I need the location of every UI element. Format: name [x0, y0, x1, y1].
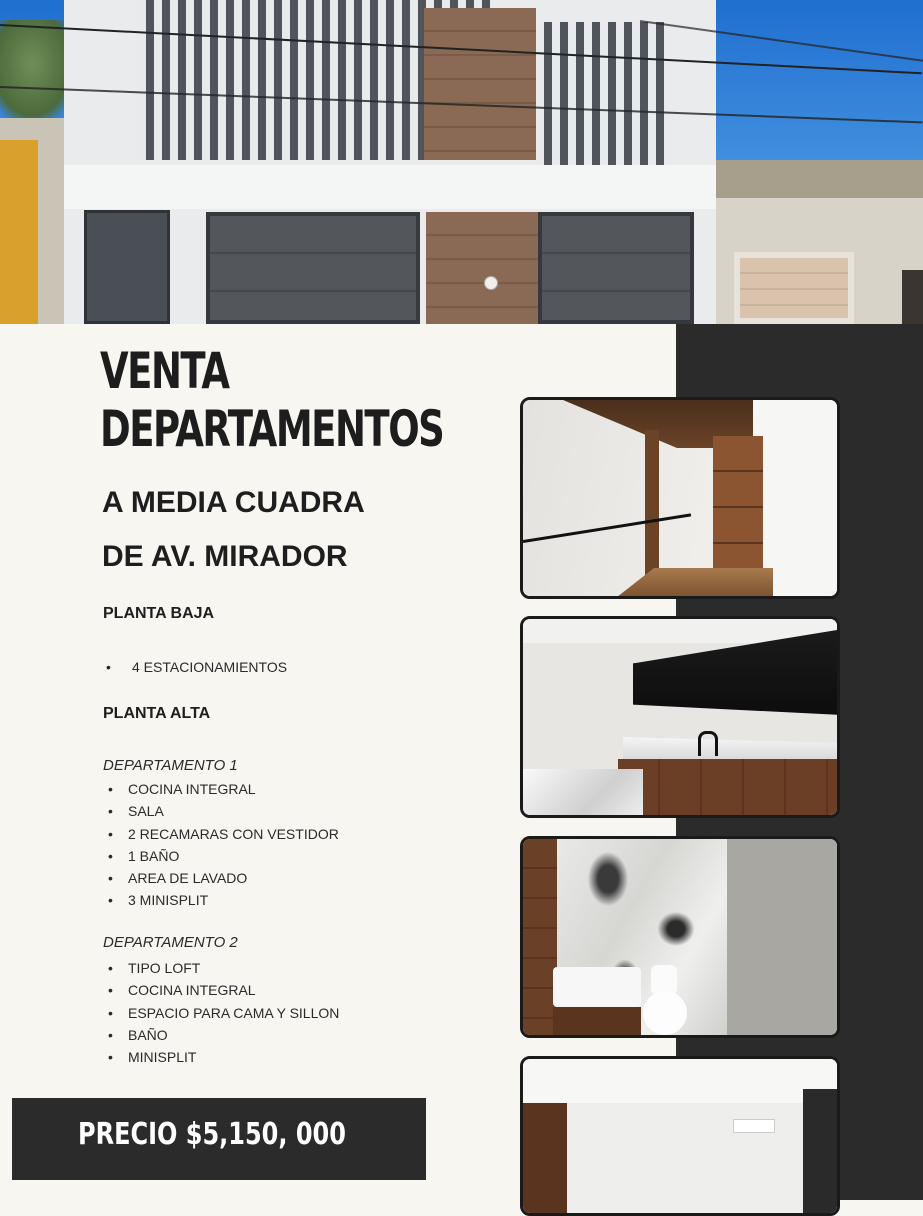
list-item: • 4 ESTACIONAMIENTOS — [102, 656, 287, 678]
list-item: • COCINA INTEGRAL — [104, 778, 339, 800]
building-facade-photo — [0, 0, 923, 324]
department-2-list — [104, 957, 339, 1068]
department-1-list — [104, 778, 339, 912]
title-line-2: DEPARTAMENTOS — [100, 400, 444, 458]
list-item: • 1 BAÑO — [104, 845, 339, 867]
department-2-heading: DEPARTAMENTO 2 — [103, 934, 238, 951]
subtitle — [102, 476, 365, 584]
list-item: • TIPO LOFT — [104, 957, 339, 979]
list-item: • AREA DE LAVADO — [104, 867, 339, 889]
room-with-minisplit-photo — [520, 1056, 840, 1216]
price-banner — [12, 1098, 426, 1180]
price-label: PRECIO $5,150, 000 — [78, 1117, 346, 1152]
department-1-heading: DEPARTAMENTO 1 — [103, 757, 238, 774]
subtitle-line-2: DE AV. MIRADOR — [102, 540, 348, 573]
title-line-1: VENTA — [100, 342, 229, 400]
closet-walk-in-photo — [520, 397, 840, 599]
ground-floor-list — [102, 656, 287, 678]
list-item: • MINISPLIT — [104, 1046, 339, 1068]
kitchen-photo — [520, 616, 840, 818]
list-item: • 3 MINISPLIT — [104, 889, 339, 911]
bathroom-photo — [520, 836, 840, 1038]
list-item: • COCINA INTEGRAL — [104, 979, 339, 1001]
list-item: • SALA — [104, 800, 339, 822]
upper-floor-heading: PLANTA ALTA — [103, 705, 211, 722]
page-title — [100, 342, 443, 458]
ground-floor-heading: PLANTA BAJA — [103, 605, 215, 622]
list-item: • 2 RECAMARAS CON VESTIDOR — [104, 823, 339, 845]
list-item: • ESPACIO PARA CAMA Y SILLON — [104, 1002, 339, 1024]
subtitle-line-1: A MEDIA CUADRA — [102, 486, 365, 519]
list-item: • BAÑO — [104, 1024, 339, 1046]
